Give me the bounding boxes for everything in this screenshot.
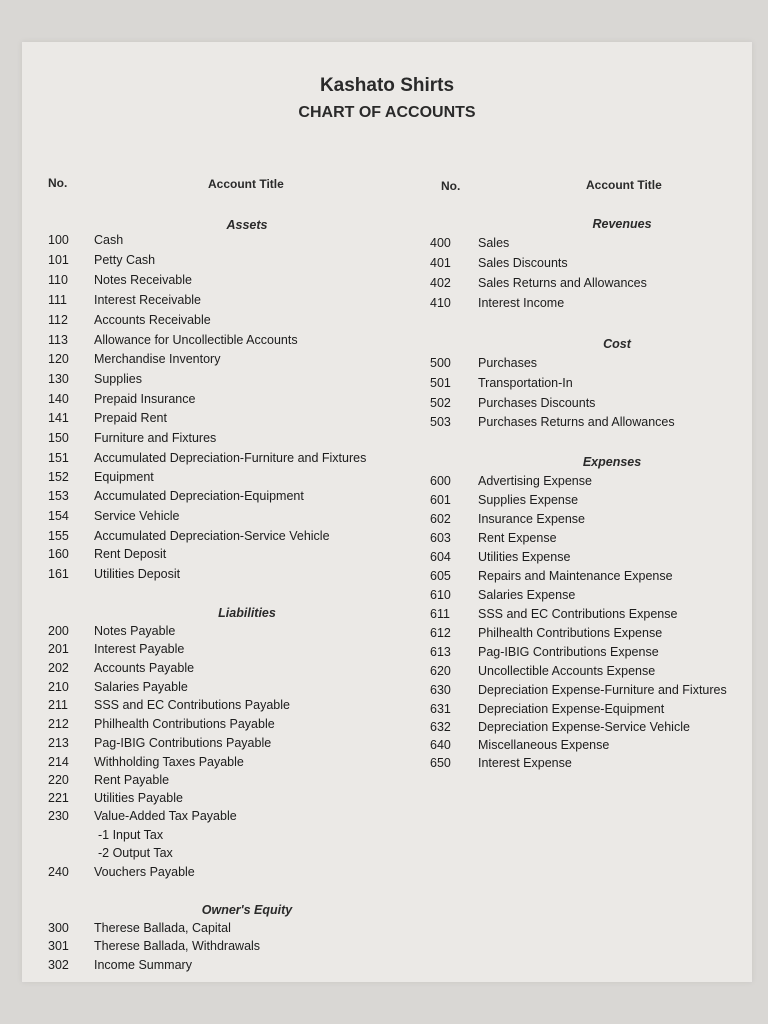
account-number: 605 <box>430 569 451 583</box>
account-number: 213 <box>48 736 69 750</box>
account-number: 502 <box>430 396 451 410</box>
account-number: 201 <box>48 642 69 656</box>
account-title: Vouchers Payable <box>94 865 195 879</box>
account-number: 110 <box>48 273 68 287</box>
account-number: 603 <box>430 531 451 545</box>
account-title: Utilities Deposit <box>94 567 181 581</box>
account-title: Repairs and Maintenance Expense <box>478 569 673 583</box>
account-title: Rent Expense <box>478 531 557 545</box>
account-title: -1 Input Tax <box>98 828 164 842</box>
account-title: Furniture and Fixtures <box>94 431 217 445</box>
section-heading-cost: Cost <box>603 337 631 351</box>
account-title: Purchases Discounts <box>478 396 596 410</box>
account-title: Interest Receivable <box>94 293 202 307</box>
left-title-header: Account Title <box>208 177 284 191</box>
account-title: Cash <box>94 233 124 247</box>
section-heading-expenses: Expenses <box>582 455 642 469</box>
account-number: 230 <box>48 809 69 823</box>
account-title: Purchases <box>478 356 538 370</box>
account-number: 120 <box>48 352 69 366</box>
document-page <box>22 42 752 982</box>
account-title: Rent Deposit <box>94 547 167 561</box>
account-title: Depreciation Expense-Equipment <box>478 702 665 716</box>
account-title: Uncollectible Accounts Expense <box>478 664 656 678</box>
account-number: 602 <box>430 512 451 526</box>
account-title: Sales Returns and Allowances <box>478 276 647 290</box>
account-title: Withholding Taxes Payable <box>94 755 244 769</box>
account-number: 112 <box>48 313 68 327</box>
account-title: Notes Receivable <box>94 273 192 287</box>
account-number: 611 <box>430 607 450 621</box>
account-number: 154 <box>48 509 69 523</box>
account-number: 211 <box>48 698 68 712</box>
account-number: 620 <box>430 664 451 678</box>
account-number: 155 <box>48 529 69 543</box>
account-title: Interest Income <box>478 296 565 310</box>
section-heading-revenues: Revenues <box>592 217 652 231</box>
account-title: Equipment <box>94 470 154 484</box>
account-title: Philhealth Contributions Expense <box>478 626 663 640</box>
account-title: Depreciation Expense-Furniture and Fixtures <box>478 683 727 697</box>
account-title: SSS and EC Contributions Payable <box>94 698 290 712</box>
account-title: Accounts Receivable <box>94 313 211 327</box>
company-name: Kashato Shirts <box>319 75 455 96</box>
account-title: Supplies Expense <box>478 493 579 507</box>
account-number: 113 <box>48 333 68 347</box>
section-heading-assets: Assets <box>226 218 268 232</box>
account-number: 150 <box>48 431 69 445</box>
account-title: Salaries Payable <box>94 680 188 694</box>
account-title: Service Vehicle <box>94 509 180 523</box>
account-title: Pag-IBIG Contributions Expense <box>478 645 659 659</box>
account-number: 212 <box>48 717 69 731</box>
account-title: Pag-IBIG Contributions Payable <box>94 736 272 750</box>
account-number: 600 <box>430 474 451 488</box>
account-title: Utilities Expense <box>478 550 571 564</box>
account-number: 161 <box>48 567 69 581</box>
account-title: Philhealth Contributions Payable <box>94 717 275 731</box>
account-title: Rent Payable <box>94 773 170 787</box>
account-number: 153 <box>48 489 69 503</box>
account-number: 400 <box>430 236 451 250</box>
account-title: Accumulated Depreciation-Service Vehicle <box>94 529 330 543</box>
account-number: 210 <box>48 680 69 694</box>
account-title: Interest Expense <box>478 756 572 770</box>
account-number: 604 <box>430 550 451 564</box>
document-title: CHART OF ACCOUNTS <box>298 104 476 121</box>
section-heading-owner-s-equity: Owner's Equity <box>201 903 293 917</box>
account-number: 301 <box>48 939 69 953</box>
account-title: Therese Ballada, Capital <box>94 921 231 935</box>
account-title: Prepaid Insurance <box>94 392 196 406</box>
account-title: Value-Added Tax Payable <box>94 809 237 823</box>
account-number: 500 <box>430 356 451 370</box>
account-title: Notes Payable <box>94 624 176 638</box>
account-title: Depreciation Expense-Service Vehicle <box>478 720 690 734</box>
account-title: Accumulated Depreciation-Equipment <box>94 489 304 503</box>
account-number: 650 <box>430 756 451 770</box>
account-title: Petty Cash <box>94 253 156 267</box>
account-number: 130 <box>48 372 69 386</box>
account-title: Miscellaneous Expense <box>478 738 610 752</box>
right-no-header: No. <box>441 179 461 193</box>
account-number: 214 <box>48 755 69 769</box>
account-number: 640 <box>430 738 451 752</box>
account-number: 631 <box>430 702 451 716</box>
account-title: Sales <box>478 236 510 250</box>
account-number: 401 <box>430 256 451 270</box>
account-number: 302 <box>48 958 69 972</box>
right-title-header: Account Title <box>586 178 662 192</box>
account-number: 220 <box>48 773 69 787</box>
account-number: 410 <box>430 296 451 310</box>
account-number: 111 <box>48 293 68 307</box>
account-title: Insurance Expense <box>478 512 586 526</box>
left-no-header: No. <box>48 176 68 190</box>
account-title: Supplies <box>94 372 142 386</box>
account-title: Purchases Returns and Allowances <box>478 415 675 429</box>
account-number: 601 <box>430 493 451 507</box>
account-title: SSS and EC Contributions Expense <box>478 607 678 621</box>
account-number: 613 <box>430 645 451 659</box>
account-number: 503 <box>430 415 451 429</box>
account-number: 610 <box>430 588 451 602</box>
account-number: 632 <box>430 720 451 734</box>
account-number: 240 <box>48 865 69 879</box>
account-number: 200 <box>48 624 69 638</box>
account-number: 141 <box>48 411 69 425</box>
account-title: Income Summary <box>94 958 192 972</box>
account-title: Accounts Payable <box>94 661 195 675</box>
account-title: -2 Output Tax <box>98 846 173 860</box>
account-number: 630 <box>430 683 451 697</box>
account-number: 612 <box>430 626 451 640</box>
account-title: Utilities Payable <box>94 791 183 805</box>
account-number: 101 <box>48 253 69 267</box>
account-number: 221 <box>48 791 69 805</box>
account-number: 152 <box>48 470 69 484</box>
account-number: 140 <box>48 392 69 406</box>
account-title: Accumulated Depreciation-Furniture and Fixtures <box>94 451 367 465</box>
account-title: Prepaid Rent <box>94 411 167 425</box>
account-title: Sales Discounts <box>478 256 568 270</box>
section-heading-liabilities: Liabilities <box>218 606 276 620</box>
account-title: Allowance for Uncollectible Accounts <box>94 333 298 347</box>
account-title: Therese Ballada, Withdrawals <box>94 939 261 953</box>
account-number: 300 <box>48 921 69 935</box>
account-number: 202 <box>48 661 69 675</box>
account-title: Transportation-In <box>478 376 573 390</box>
account-number: 151 <box>48 451 69 465</box>
account-number: 100 <box>48 233 69 247</box>
account-title: Interest Payable <box>94 642 185 656</box>
account-number: 160 <box>48 547 69 561</box>
account-title: Advertising Expense <box>478 474 592 488</box>
account-title: Salaries Expense <box>478 588 576 602</box>
account-number: 501 <box>430 376 451 390</box>
account-number: 402 <box>430 276 451 290</box>
account-title: Merchandise Inventory <box>94 352 221 366</box>
